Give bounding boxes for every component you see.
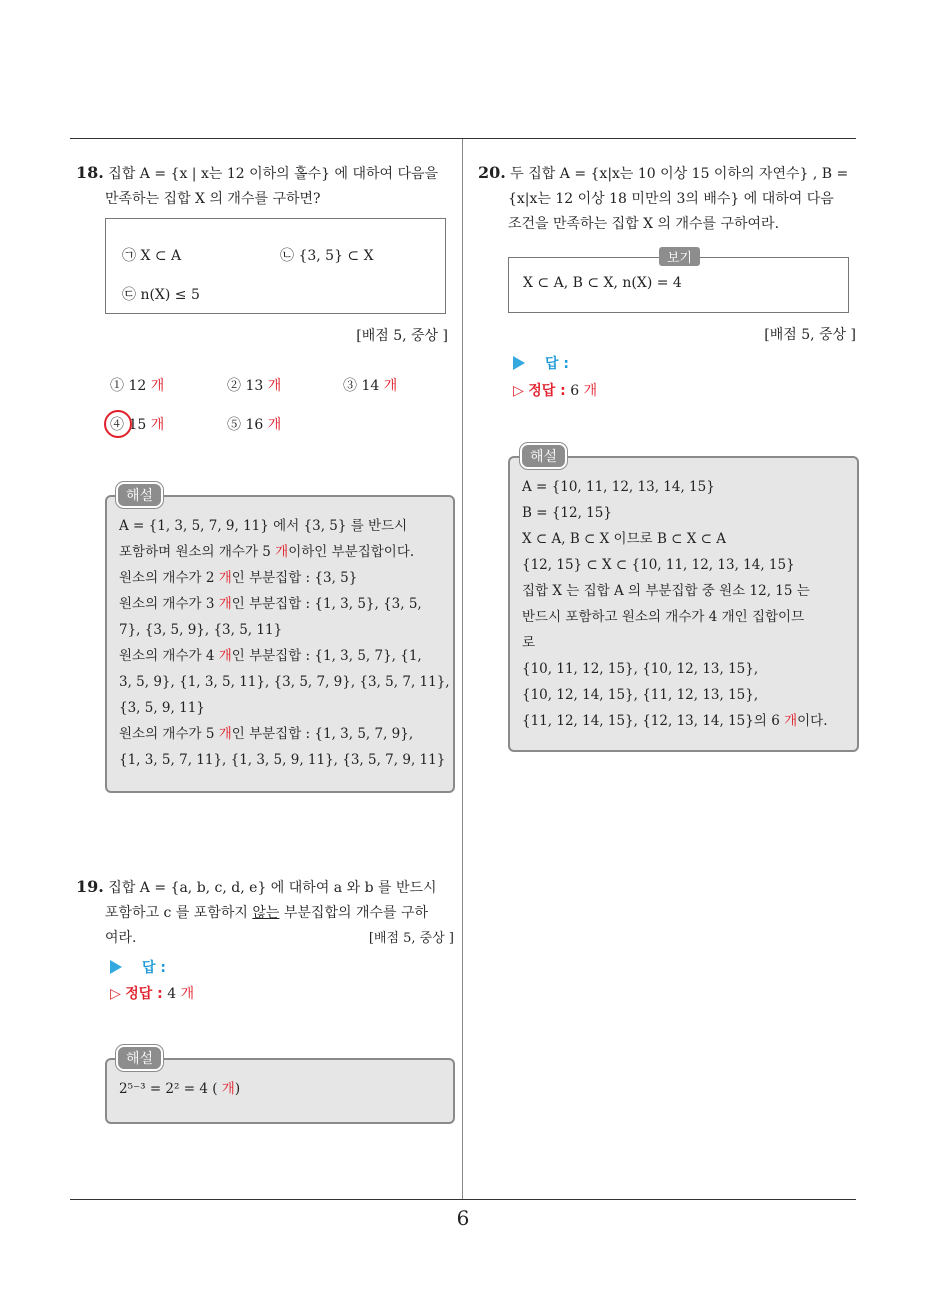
selected-choice-circle [104, 410, 132, 438]
explanation-line: {10, 11, 12, 15}, {10, 12, 13, 15}, [522, 661, 759, 677]
text-fragment: 원소의 개수가 3 [119, 596, 219, 612]
explanation-line: B = {12, 15} [522, 505, 612, 521]
page-number: 6 [456, 1206, 470, 1230]
highlighted-unit: 개 [218, 596, 232, 612]
choice-value: 12 [128, 378, 147, 394]
explanation-text [107, 497, 453, 783]
choice-mark: ④ [110, 417, 124, 433]
choice-value: 14 [361, 378, 380, 394]
choice-mark: ③ [343, 378, 357, 394]
highlighted-unit: 개 [218, 726, 232, 742]
correct-triangle-icon: ▷ [110, 986, 121, 1002]
text-fragment: 원소의 개수가 5 [119, 726, 219, 742]
correct-triangle-icon: ▷ [513, 383, 524, 399]
question-number: 20. [478, 163, 506, 182]
answer-label: 답 : [142, 960, 166, 976]
explanation-line: {1, 3, 5, 7, 11}, {1, 3, 5, 9, 11}, {3, 5, 7, 9, 11} [119, 752, 446, 768]
text-fragment: 이하인 부분집합이다. [288, 544, 415, 560]
text-fragment: 원소의 개수가 4 [119, 648, 219, 664]
text-fragment: {11, 12, 14, 15}, {12, 13, 14, 15}의 6 [522, 713, 785, 729]
score-label: [배점 5, 중상 ] [356, 328, 448, 344]
explanation-line: A = {1, 3, 5, 7, 9, 11} 에서 {3, 5} 를 반드시 [119, 518, 408, 534]
answer-label: 답 : [545, 356, 569, 372]
choice-unit: 개 [267, 417, 282, 433]
explanation-line: 반드시 포함하고 원소의 개수가 4 개인 집합이므 [522, 609, 805, 625]
answer-row [513, 353, 569, 373]
explanation-line: A = {10, 11, 12, 13, 14, 15} [522, 479, 715, 495]
formula-close: ) [234, 1081, 241, 1097]
question-20 [478, 160, 862, 237]
bottom-rule [70, 1199, 856, 1200]
explanation-box-20 [508, 456, 859, 752]
question-text-line: 두 집합 A = {x|x는 10 이상 15 이하의 자연수} , B = [510, 166, 849, 182]
choice-value: 15 [128, 417, 147, 433]
explanation-tag: 해설 [116, 1045, 163, 1071]
underlined-text: 않는 [252, 905, 280, 921]
explanation-line: {3, 5, 9, 11} [119, 700, 205, 716]
explanation-line [119, 565, 441, 591]
text-fragment: 포함하며 원소의 개수가 5 [119, 544, 276, 560]
choice-value: 13 [245, 378, 264, 394]
play-icon [110, 960, 122, 974]
explanation-tag: 해설 [116, 482, 163, 508]
choice-mark: ⑤ [227, 417, 241, 433]
choice-unit: 개 [267, 378, 282, 394]
column-divider [462, 139, 463, 1199]
question-18 [76, 160, 456, 212]
explanation-line [119, 643, 441, 669]
correct-label: 정답 : [125, 986, 163, 1002]
bogi-content: X ⊂ A, B ⊂ X, n(X) = 4 [523, 275, 682, 291]
correct-answer-row [110, 983, 194, 1003]
correct-unit: 개 [180, 986, 195, 1002]
text-fragment: 여라. [105, 930, 137, 946]
text-fragment: 인 부분집합 : {3, 5} [231, 570, 358, 586]
text-fragment: 부분집합의 개수를 구하 [279, 905, 429, 921]
text-fragment: 인 부분집합 : {1, 3, 5, 7, 9}, [231, 726, 414, 742]
question-text-line: 집합 A = {a, b, c, d, e} 에 대하여 a 와 b 를 반드시 [108, 880, 437, 896]
choice-mark: ② [227, 378, 241, 394]
explanation-line: X ⊂ A, B ⊂ X 이므로 B ⊂ X ⊂ A [522, 531, 727, 547]
text-fragment: 인 부분집합 : {1, 3, 5, 7}, {1, [231, 648, 422, 664]
text-fragment: 이다. [797, 713, 828, 729]
explanation-box-18 [105, 495, 455, 793]
explanation-text [510, 458, 857, 744]
condition-2: ㉡ {3, 5} ⊂ X [280, 248, 374, 264]
question-text-line [76, 901, 458, 926]
correct-unit: 개 [583, 383, 598, 399]
choice-5[interactable] [227, 414, 281, 434]
choice-2[interactable] [227, 375, 281, 395]
correct-value: 6 [570, 383, 584, 399]
bogi-tag: 보기 [659, 247, 700, 266]
correct-label: 정답 : [528, 383, 566, 399]
explanation-tag: 해설 [520, 443, 567, 469]
question-text-line: 집합 A = {x | x는 12 이하의 홀수} 에 대하여 다음을 [108, 166, 439, 182]
explanation-line [119, 721, 441, 747]
formula-unit: 개 [221, 1081, 235, 1097]
explanation-line: {10, 12, 14, 15}, {11, 12, 13, 15}, [522, 687, 759, 703]
formula: 2⁵⁻³ = 2² = 4 ( [119, 1081, 222, 1097]
correct-value: 4 [167, 986, 181, 1002]
question-text-line: 만족하는 집합 X 의 개수를 구하면? [105, 191, 321, 207]
score-label: [배점 5, 중상 ] [368, 931, 454, 946]
text-fragment: 인 부분집합 : {1, 3, 5}, {3, 5, [231, 596, 422, 612]
choice-value: 16 [245, 417, 264, 433]
explanation-line: 7}, {3, 5, 9}, {3, 5, 11} [119, 622, 283, 638]
choice-unit: 개 [383, 378, 398, 394]
question-19 [76, 874, 458, 951]
choice-unit: 개 [150, 417, 165, 433]
question-number: 18. [76, 163, 104, 182]
choice-mark: ① [110, 378, 124, 394]
highlighted-unit: 개 [275, 544, 289, 560]
explanation-line: 3, 5, 9}, {1, 3, 5, 11}, {3, 5, 7, 9}, {3, 5, 7, 11}, [119, 674, 450, 690]
highlighted-unit: 개 [784, 713, 798, 729]
answer-row [110, 957, 166, 977]
choice-1[interactable] [110, 375, 164, 395]
score-label: [배점 5, 중상 ] [764, 327, 856, 343]
question-text-line [76, 926, 458, 951]
explanation-line: 로 [522, 635, 536, 651]
explanation-line [119, 539, 441, 565]
text-fragment: 포함하고 c 를 포함하지 [105, 905, 253, 921]
play-icon [513, 356, 525, 370]
choice-3[interactable] [343, 375, 397, 395]
text-fragment: 원소의 개수가 2 [119, 570, 219, 586]
condition-1: ㉠ X ⊂ A [122, 248, 182, 264]
question-text-line: 조건을 만족하는 집합 X 의 개수를 구하여라. [508, 216, 780, 232]
highlighted-unit: 개 [218, 648, 232, 664]
explanation-line: {12, 15} ⊂ X ⊂ {10, 11, 12, 13, 14, 15} [522, 557, 795, 573]
highlighted-unit: 개 [218, 570, 232, 586]
question-text-line: {x|x는 12 이상 18 미만의 3의 배수} 에 대하여 다음 [508, 191, 834, 207]
explanation-line [119, 591, 441, 617]
explanation-line [522, 708, 845, 734]
conditions-box [105, 218, 446, 314]
question-number: 19. [76, 877, 104, 896]
top-rule [70, 138, 856, 139]
choice-unit: 개 [150, 378, 165, 394]
explanation-line: 집합 X 는 집합 A 의 부분집합 중 원소 12, 15 는 [522, 583, 810, 599]
correct-answer-row [513, 380, 597, 400]
condition-3: ㉢ n(X) ≤ 5 [122, 287, 200, 303]
